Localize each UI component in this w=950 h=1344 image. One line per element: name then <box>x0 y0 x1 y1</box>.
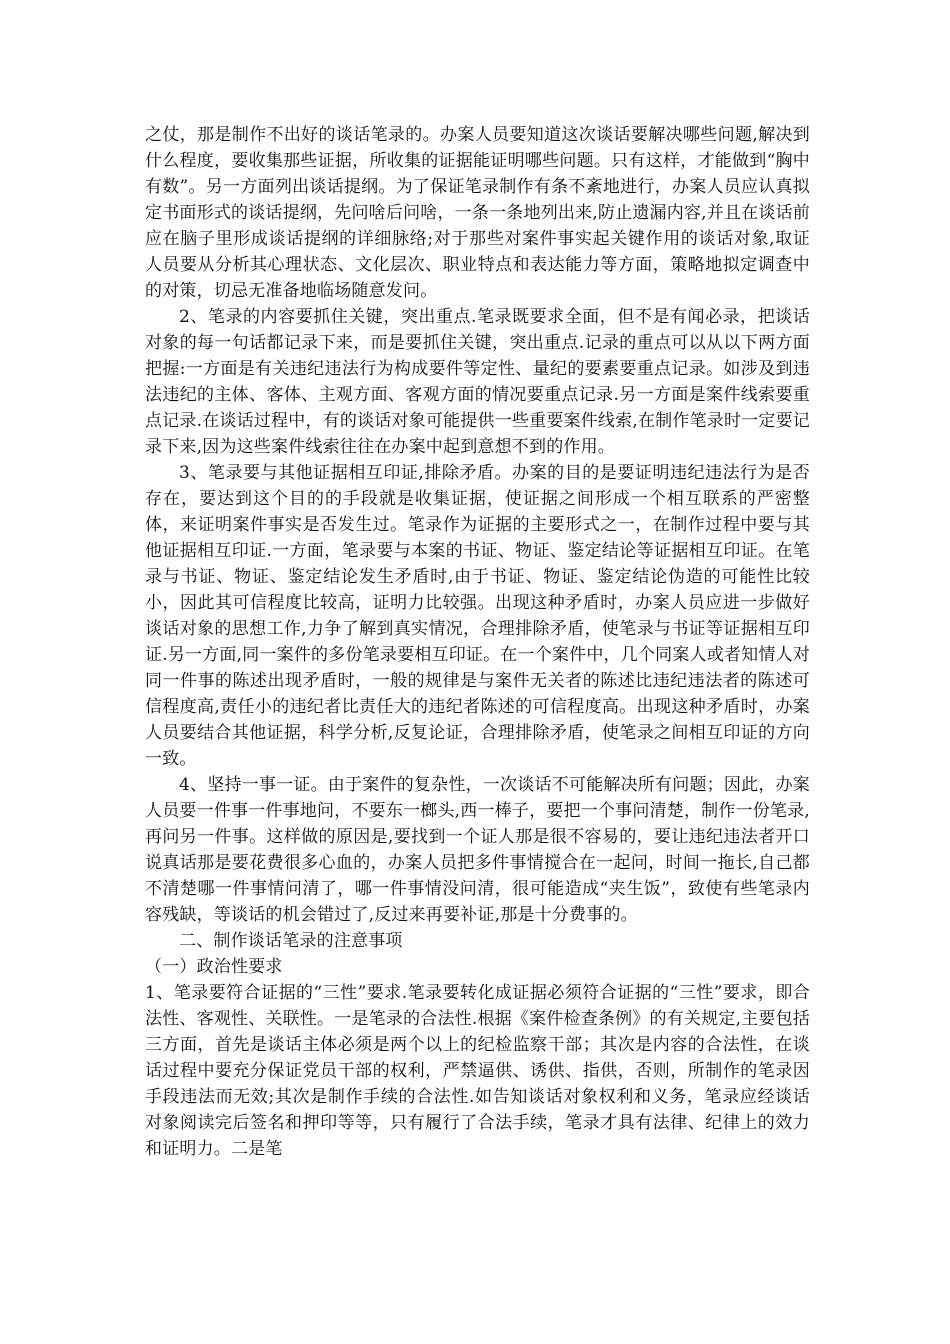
paragraph-key-points: 2、笔录的内容要抓住关键，突出重点.笔录既要求全面，但不是有闻必录，把谈话对象的每一句话都记录下来，而是要抓住关键，突出重点.记录的重点可以从以下两方面把握:一方面是有关违纪违法行为构成要件等定性、量纪的要素要重点记录。如涉及到违法违纪的主体、客体、主观方面、客观方面的情况要重点记录.另一方面是案件线索要重点记录.在谈话过程中，有的谈话对象可能提供一些重要案件线索,在制作笔录时一定要记录下来,因为这些案件线索往往在办案中起到意想不到的作用。 <box>145 307 810 457</box>
paragraph-three-properties: 1、笔录要符合证据的“三性”要求.笔录要转化成证据必须符合证据的“三性”要求，即合法性、客观性、关联性。一是笔录的合法性.根据《案件检查条例》的有关规定,主要包括三方面，首先是谈话主体必须是两个以上的纪检监察干部；其次是内容的合法性，在谈话过程中要充分保证党员干部的权利，严禁逼供、诱供、指供，否则，所制作的笔录因手段违法而无效;其次是制作手续的合法性.如告知谈话对象权利和义务，笔录应经谈话对象阅读完后签名和押印等等，只有履行了合法手续，笔录才具有法律、纪律上的效力和证明力。二是笔 <box>145 983 810 1159</box>
paragraph-mutual-verification: 3、笔录要与其他证据相互印证,排除矛盾。办案的目的是要证明违纪违法行为是否存在，要达到这个目的的手段就是收集证据，使证据之间形成一个相互联系的严密整体，来证明案件事实是否发生过。笔录作为证据的主要形式之一，在制作过程中要与其他证据相互印证.一方面，笔录要与本案的书证、物证、鉴定结论等证据相互印证。在笔录与书证、物证、鉴定结论发生矛盾时,由于书证、物证、鉴定结论伪造的可能性比较小，因此其可信程度比较高，证明力比较强。出现这种矛盾时，办案人员应进一步做好谈话对象的思想工作,力争了解到真实情况，合理排除矛盾，使笔录与书证等证据相互印证.另一方面,同一案件的多份笔录要相互印证。在一个案件中，几个同案人或者知情人对同一件事的陈述出现矛盾时，一般的规律是与案件无关者的陈述比违纪违法者的陈述可信程度高,责任小的违纪者比责任大的违纪者陈述的可信程度高。出现这种矛盾时，办案人员要结合其他证据，科学分析,反复论证，合理排除矛盾，使笔录之间相互印证的方向一致。 <box>145 463 810 769</box>
paragraph-one-matter-one-record: 4、坚持一事一证。由于案件的复杂性，一次谈话不可能解决所有问题；因此，办案人员要一件事一件事地问，不要东一榔头,西一棒子，要把一个事问清楚，制作一份笔录,再问另一件事。这样做的原因是,要找到一个证人那是很不容易的，要让违纪违法者开口说真话那是要花费很多心血的，办案人员把多件事情搅合在一起问，时间一拖长,自己都不清楚哪一件事情问清了，哪一件事情没问清，很可能造成“夹生饭”，致使有些笔录内容残缺，等谈话的机会错过了,反过来再要补证,那是十分费事的。 <box>145 775 810 925</box>
paragraph-preparation: 之仗，那是制作不出好的谈话笔录的。办案人员要知道这次谈话要解决哪些问题,解决到什么程度，要收集那些证据，所收集的证据能证明哪些问题。只有这样，才能做到“胸中有数”。另一方面列出谈话提纲。为了保证笔录制作有条不紊地进行，办案人员应认真拟定书面形式的谈话提纲，先问啥后问啥，一条一条地列出来,防止遗漏内容,并且在谈话前应在脑子里形成谈话提纲的详细脉络;对于那些对案件事实起关键作用的谈话对象,取证人员要从分析其心理状态、文化层次、职业特点和表达能力等方面，策略地拟定调查中的对策，切忌无准备地临场随意发问。 <box>145 125 810 301</box>
subsection-heading-political: （一）政治性要求 <box>145 957 283 977</box>
document-body <box>145 122 810 1162</box>
section-heading-precautions: 二、制作谈话笔录的注意事项 <box>179 931 403 951</box>
